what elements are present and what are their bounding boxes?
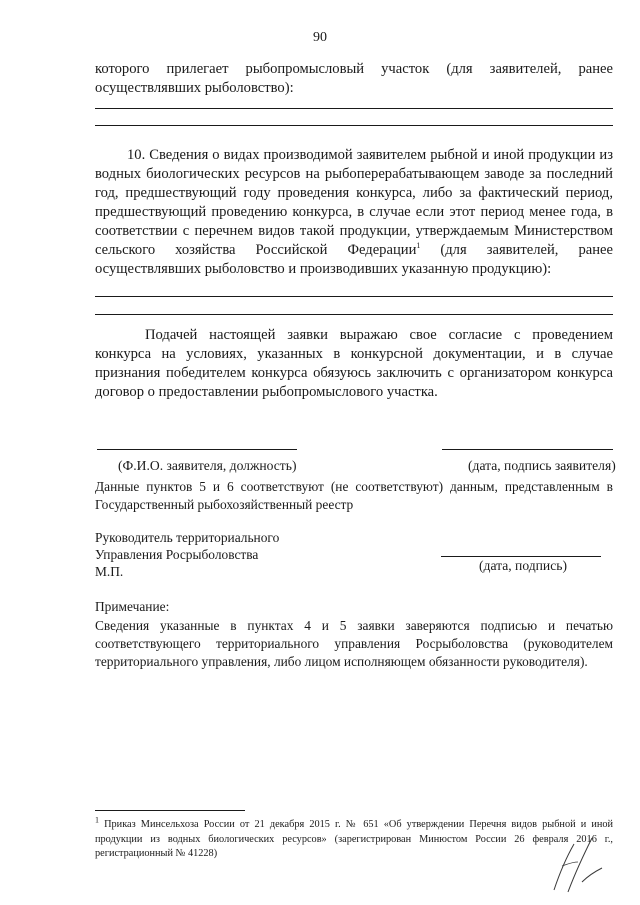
note-text: Сведения указанные в пунктах 4 и 5 заявки заверяются подписью и печатью соответствующего территориального управления Росрыболовства (руководителем территориального управления, либо лицом исполняющем обязанности руководителя). xyxy=(95,618,613,669)
item-10-text-tail: (для заявителей, ранее осуществлявших рыболовство и производивших указанную продукцию): xyxy=(95,242,613,277)
footnote-reference: 1 xyxy=(416,241,421,251)
head-signature-line xyxy=(441,556,601,557)
footnote-text: Приказ Минсельхоза России от 21 декабря 2015 г. № 651 «Об утверждении Перечня видов рыбной и иной продукции из водных биологических ресурсов» (зарегистрирован Минюстом России 26 февраля 2016 г., регистрационный № 41228) xyxy=(95,819,613,859)
footnote xyxy=(95,815,613,862)
stamp-placeholder: М.П. xyxy=(95,564,124,579)
signature-line-date xyxy=(442,449,613,450)
head-title-line-1: Руководитель территориального xyxy=(95,530,280,545)
head-date-caption: (дата, подпись) xyxy=(479,558,567,573)
page-number: 90 xyxy=(313,30,327,45)
footnote-marker: 1 xyxy=(95,815,99,825)
item-10-text: 10. Сведения о видах производимой заявителем рыбной и иной продукции из водных биологических ресурсов на рыбоперерабатывающем заводе за последний год, предшествующий году проведения конкурса, либо за фактический период, предшествующий проведению конкурса, в случае если этот период менее года, в соответствии с перечнем видов такой продукции, утверждаемым Министерством сельского хозяйства Российской Федерации xyxy=(95,147,613,258)
item-10-paragraph xyxy=(95,146,613,279)
continuation-paragraph: которого прилегает рыбопромысловый участок (для заявителей, ранее осуществлявших рыболовство): xyxy=(95,61,613,96)
signature-date-caption: (дата, подпись заявителя) xyxy=(468,458,616,473)
answer-line xyxy=(95,108,613,109)
answer-line xyxy=(95,314,613,315)
head-title-line-2: Управления Росрыболовства xyxy=(95,547,259,562)
answer-line xyxy=(95,296,613,297)
answer-line xyxy=(95,125,613,126)
signature-line-name xyxy=(97,449,297,450)
note-title: Примечание: xyxy=(95,599,170,614)
footnote-separator xyxy=(95,810,245,811)
signature-name-caption: (Ф.И.О. заявителя, должность) xyxy=(118,458,297,473)
handwritten-signature xyxy=(548,832,610,894)
consent-paragraph: Подачей настоящей заявки выражаю свое согласие с проведением конкурса на условиях, указанных в конкурсной документации, и в случае признания победителем конкурса обязуюсь заключить с организатором конкурса договор о предоставлении рыбопромыслового участка. xyxy=(95,327,613,400)
registry-compliance-text: Данные пунктов 5 и 6 соответствуют (не соответствуют) данным, представленным в Государственный рыбохозяйственный реестр xyxy=(95,479,613,512)
